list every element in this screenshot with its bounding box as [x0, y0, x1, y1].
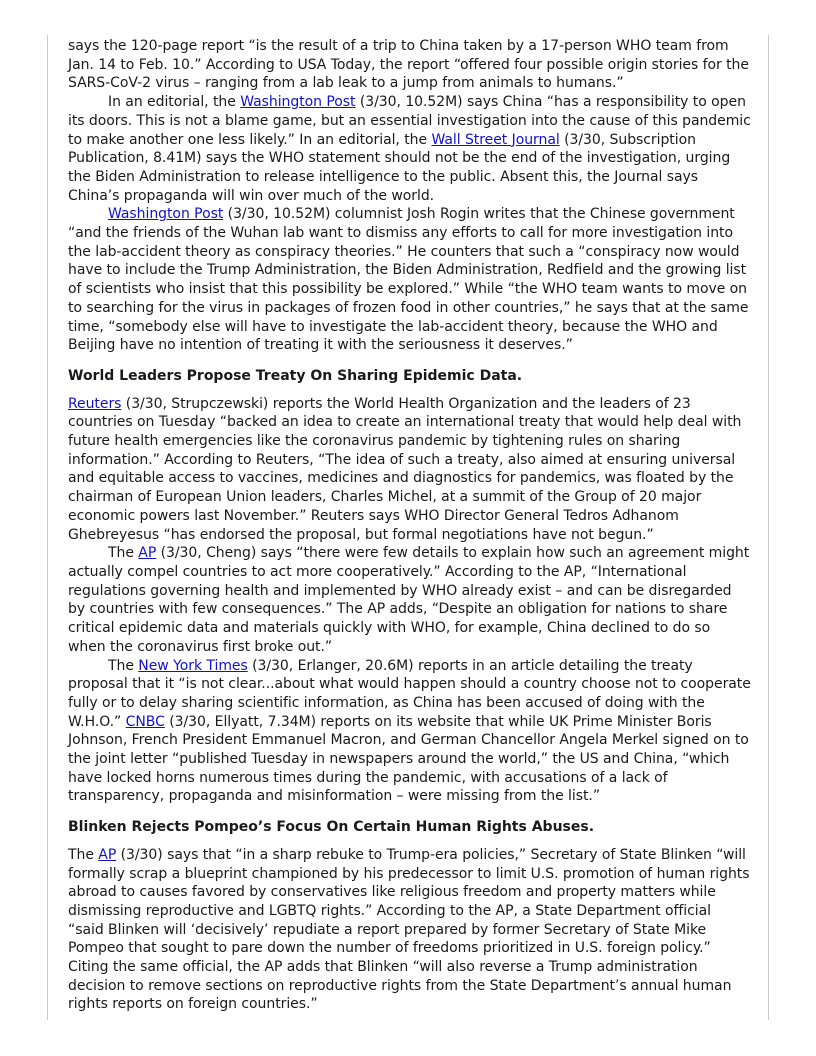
section-headline: World Leaders Propose Treaty On Sharing Epidemic Data.: [68, 367, 523, 384]
paragraph-text: The: [68, 846, 99, 863]
paragraph: [68, 37, 751, 93]
paragraph: [68, 544, 751, 656]
ap-link[interactable]: AP: [98, 846, 117, 863]
reuters-link[interactable]: Reuters: [68, 395, 122, 412]
paragraph-text: says the 120-page report “is the result of a trip to China taken by a 17-person WHO team from Jan. 14 to Feb. 10.” According to USA Today, the report “offered four possible origin stories for the SARS-CoV-2 virus – ranging from a lab leak to a jump from animals to humans.”: [68, 38, 749, 92]
paragraph: [68, 846, 751, 1014]
paragraph-text: (3/30, 10.52M) says China “has a responsibility to open its doors. This is not a blame game, but an essential investigation into the cause of this pandemic to make another one less likely.” In an editorial, the: [68, 94, 751, 148]
paragraph-text: (3/30, 10.52M) columnist Josh Rogin writes that the Chinese government “and the friends of the Wuhan lab want to dismiss any efforts to call for more investigation into the lab-accident theory as conspiracy theories.” He counters that such a “conspiracy now would have to include the Trump Administration, the Biden Administration, Redfield and the growing list of scientists who insist that this possibility be explored.” While “the WHO team wants to move on to searching for the virus in packages of frozen food in other countries,” he says that at the same time, “somebody else will have to investigate the lab-accident theory, because the WHO and Beijing have no intention of treating it with the seriousness it deserves.”: [68, 206, 749, 354]
paragraph-text: (3/30, Strupczewski) reports the World Health Organization and the leaders of 23 countries on Tuesday “backed an idea to create an international treaty that would help deal with future health emergencies like the coronavirus pandemic by tightening rules on sharing information.” According to Reuters, “The idea of such a treaty, also aimed at ensuring universal and equitable access to vaccines, medicines and diagnostics for pandemics, was floated by the chairman of European Union leaders, Charles Michel, at a summit of the Group of 20 major economic powers last November.” Reuters says WHO Director General Tedros Adhanom Ghebreyesus “has endorsed the proposal, but formal negotiations have not begun.”: [68, 395, 742, 543]
paragraph-text: In an editorial, the: [108, 94, 241, 111]
paragraph-text: (3/30, Cheng) says “there were few details to explain how such an agreement might actually compel countries to act more cooperatively.” According to the AP, “International regulations governing health and implemented by WHO already exist – and can be disregarded by countries with few consequences.” The AP adds, “Despite an obligation for nations to share critical epidemic data and materials quickly with WHO, for example, China declined to do so when the coronavirus first broke out.”: [68, 545, 750, 655]
right-margin-rule: [768, 35, 769, 1020]
ap-link[interactable]: AP: [138, 545, 157, 562]
paragraph: [68, 205, 751, 355]
paragraph-text: (3/30) says that “in a sharp rebuke to Trump-era policies,” Secretary of State Blinken “will formally scrap a blueprint championed by his predecessor to limit U.S. promotion of human rights abroad to causes favored by conservatives like religious freedom and property matters while dismissing reproductive and LGBTQ rights.” According to the AP, a State Department official “said Blinken will ‘decisively’ repudiate a report prepared by former Secretary of State Mike Pompeo that sought to pare down the number of freedoms prioritized in U.S. foreign policy.” Citing the same official, the AP adds that Blinken “will also reverse a Trump administration decision to remove sections on reproductive rights from the State Department’s annual human rights reports on foreign countries.”: [68, 846, 750, 1013]
paragraph-text: (3/30, Erlanger, 20.6M) reports in an article detailing the treaty proposal that it “is not clear...about what would happen should a country choose not to cooperate fully or to delay sharing scientific information, as China has been accused of doing with the W.H.O.”: [68, 657, 751, 730]
section-headline: Blinken Rejects Pompeo’s Focus On Certain Human Rights Abuses.: [68, 819, 595, 836]
paragraph: [68, 657, 751, 807]
paragraph-text: (3/30, Subscription Publication, 8.41M) says the WHO statement should not be the end of the investigation, urging the Biden Administration to release intelligence to the public. Absent this, the Journal says China’s propaganda will win over much of the world.: [68, 131, 731, 204]
paragraph: [68, 93, 751, 205]
paragraph: [68, 395, 751, 545]
new-york-times-link[interactable]: New York Times: [138, 657, 248, 674]
wall-street-journal-link[interactable]: Wall Street Journal: [431, 131, 560, 148]
paragraph-text: (3/30, Ellyatt, 7.34M) reports on its website that while UK Prime Minister Boris Johnson, French President Emmanuel Macron, and German Chancellor Angela Merkel signed on to the joint letter “published Tuesday in newspapers around the world,” the US and China, “which have locked horns numerous times during the pandemic, with accusations of a lack of transparency, propaganda and misinformation – were missing from the list.”: [68, 713, 749, 805]
washington-post-link[interactable]: Washington Post: [108, 206, 224, 223]
cnbc-link[interactable]: CNBC: [125, 713, 165, 730]
document-page: [68, 37, 751, 1014]
left-margin-rule: [47, 35, 48, 1020]
washington-post-link[interactable]: Washington Post: [240, 94, 356, 111]
paragraph-text: The: [108, 545, 139, 562]
paragraph-text: The: [108, 657, 139, 674]
